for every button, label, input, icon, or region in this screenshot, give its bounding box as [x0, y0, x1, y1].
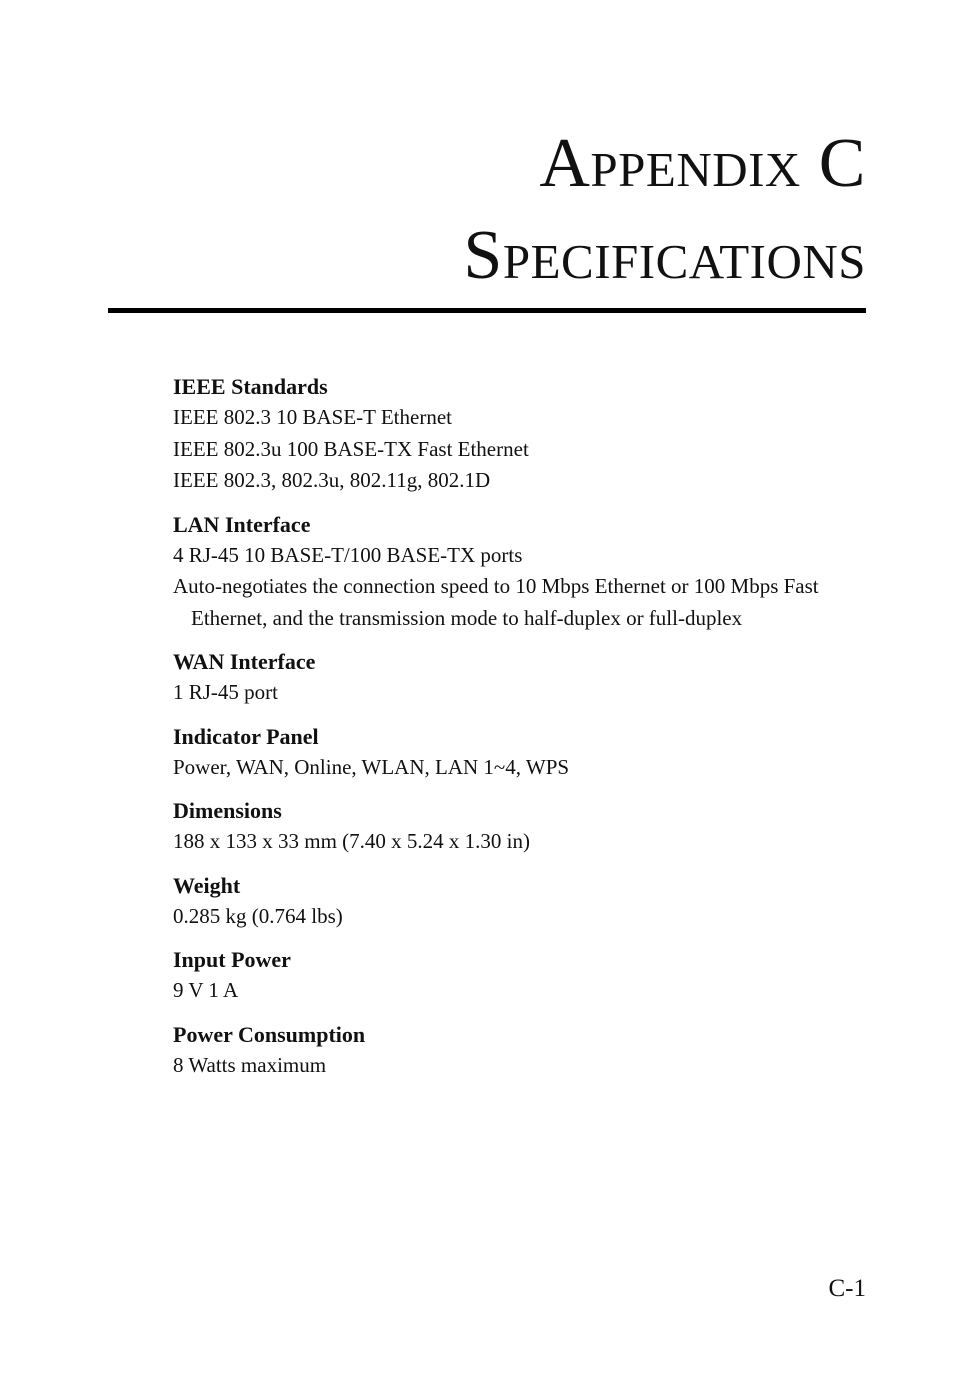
spec-section-lan-interface: [173, 509, 873, 635]
spec-line: IEEE 802.3, 802.3u, 802.11g, 802.1D: [173, 468, 491, 492]
spec-heading: Indicator Panel: [173, 723, 319, 749]
spec-heading: WAN Interface: [173, 649, 316, 674]
spec-line: 188 x 133 x 33 mm (7.40 x 5.24 x 1.30 in): [173, 829, 530, 853]
spec-section-power-consumption: [173, 1019, 873, 1082]
appendix-title: [463, 118, 866, 302]
spec-line: 4 RJ-45 10 BASE-T/100 BASE-TX ports: [173, 542, 523, 567]
spec-line: Power, WAN, Online, WLAN, LAN 1~4, WPS: [173, 754, 570, 779]
spec-heading: Weight: [173, 872, 241, 898]
page-number: C-1: [828, 1275, 866, 1302]
spec-section-weight: [173, 870, 873, 933]
spec-heading: LAN Interface: [173, 511, 311, 537]
spec-section-input-power: [173, 944, 873, 1007]
spec-heading: Power Consumption: [173, 1021, 366, 1047]
spec-line: Auto-negotiates the connection speed to 10 Mbps Ethernet or 100 Mbps Fast Ethernet, and the transmission mode to half-duplex or full-duplex: [173, 574, 819, 630]
specifications-list: [173, 371, 873, 1093]
spec-section-dimensions: [173, 795, 873, 858]
title-divider: [108, 308, 866, 313]
chapter-title: Specifications: [463, 217, 866, 294]
spec-section-ieee-standards: [173, 371, 873, 497]
spec-line: 1 RJ-45 port: [173, 680, 278, 704]
spec-line: 8 Watts maximum: [173, 1052, 327, 1077]
spec-section-wan-interface: [173, 646, 873, 709]
spec-line: IEEE 802.3u 100 BASE-TX Fast Ethernet: [173, 436, 529, 461]
spec-heading: Dimensions: [173, 798, 282, 823]
spec-heading: Input Power: [173, 947, 291, 972]
spec-section-indicator-panel: [173, 721, 873, 784]
spec-line: 9 V 1 A: [173, 978, 239, 1002]
spec-line: IEEE 802.3 10 BASE-T Ethernet: [173, 405, 452, 429]
appendix-label: Appendix C: [539, 125, 866, 202]
spec-line: 0.285 kg (0.764 lbs): [173, 903, 343, 928]
spec-heading: IEEE Standards: [173, 374, 328, 399]
